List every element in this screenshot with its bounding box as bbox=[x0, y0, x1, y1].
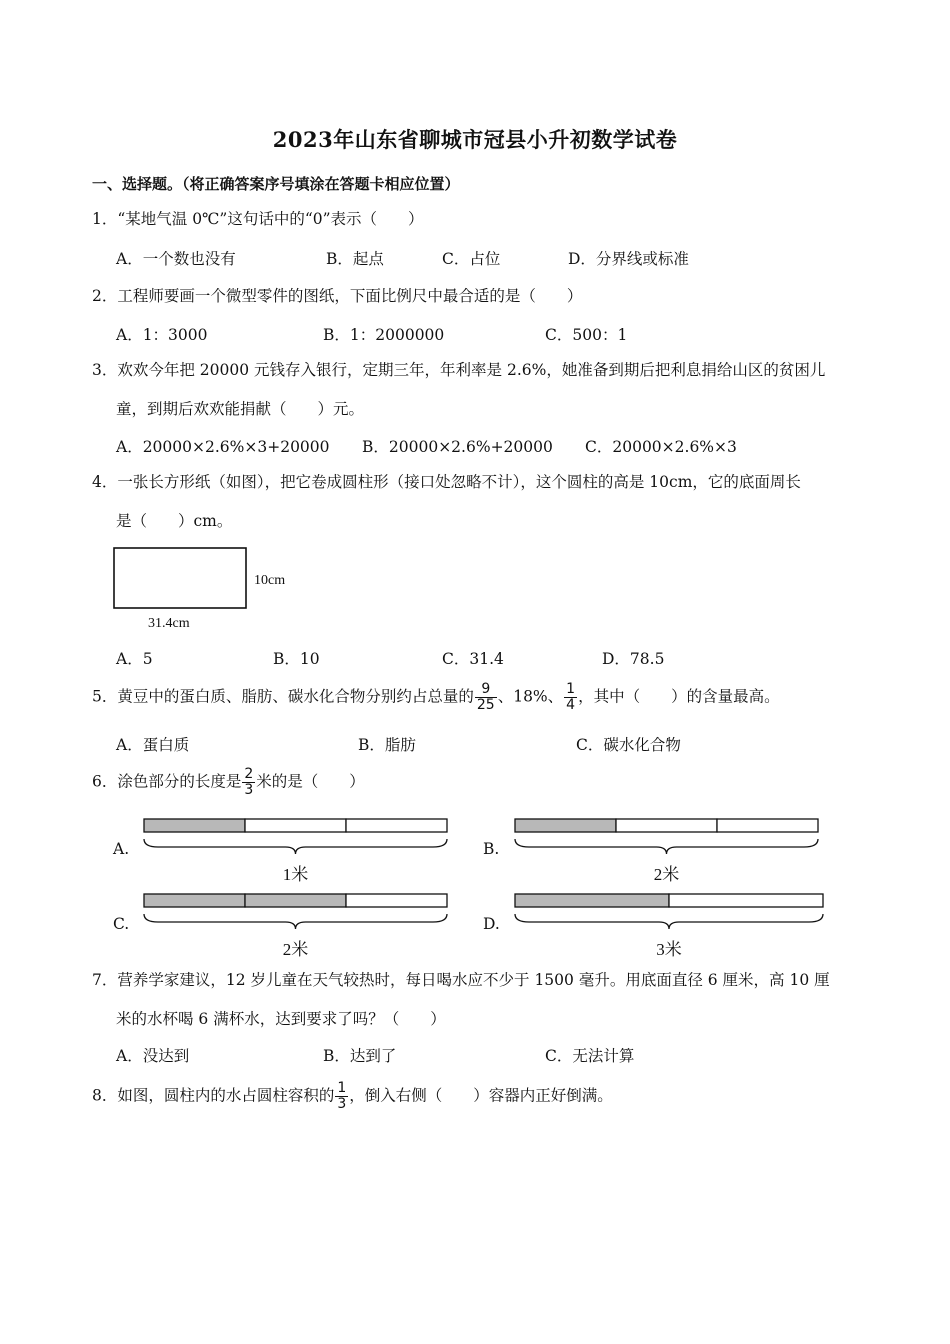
q6-option-c-bar[interactable] bbox=[140, 889, 455, 963]
q7-option-a[interactable]: A．没达到 bbox=[116, 1047, 190, 1065]
question-4: 4．一张长方形纸（如图），把它卷成圆柱形（接口处忽略不计），这个圆柱的高是 10cm，它的底面周长 bbox=[92, 473, 801, 491]
brace bbox=[515, 914, 823, 929]
q8-fraction bbox=[335, 1081, 348, 1112]
question-4-continued: 是（ ）cm。 bbox=[116, 512, 233, 530]
q5-option-a[interactable]: A．蛋白质 bbox=[116, 736, 190, 754]
q2-option-a[interactable]: A．1：3000 bbox=[116, 326, 208, 344]
brace-length-label: 2米 bbox=[653, 865, 680, 884]
q6-text-a: 6．涂色部分的长度是 bbox=[92, 772, 242, 791]
fraction-numerator: 1 bbox=[566, 681, 576, 697]
q5-fraction-2 bbox=[564, 682, 577, 713]
blank-segment bbox=[245, 819, 346, 832]
q6-option-b-bar[interactable] bbox=[511, 814, 826, 888]
q6-option-b-letter[interactable]: B. bbox=[483, 840, 500, 858]
shaded-segment bbox=[515, 894, 669, 907]
q1-option-b[interactable]: B．起点 bbox=[326, 250, 384, 268]
brace-length-label: 1米 bbox=[282, 865, 309, 884]
brace bbox=[144, 914, 447, 929]
q5-text-b: 、18%、 bbox=[497, 687, 564, 706]
q6-text-b: 米的是（ ） bbox=[256, 772, 365, 791]
q3-option-c[interactable]: C．20000×2.6%×3 bbox=[585, 438, 737, 456]
blank-segment bbox=[669, 894, 823, 907]
fraction-denominator: 4 bbox=[566, 697, 576, 713]
q1-option-a[interactable]: A．一个数也没有 bbox=[116, 250, 236, 268]
q8-text-b: ，倒入右侧（ ）容器内正好倒满。 bbox=[349, 1086, 613, 1105]
brace-length-label: 2米 bbox=[282, 940, 309, 959]
shaded-segment bbox=[144, 894, 245, 907]
q6-option-c-letter[interactable]: C. bbox=[113, 915, 130, 933]
blank-segment bbox=[346, 894, 447, 907]
blank-segment bbox=[616, 819, 717, 832]
q6-option-a-letter[interactable]: A. bbox=[113, 840, 130, 858]
q6-option-a-bar[interactable] bbox=[140, 814, 455, 888]
q5-option-c[interactable]: C．碳水化合物 bbox=[576, 736, 681, 754]
q5-option-b[interactable]: B．脂肪 bbox=[358, 736, 416, 754]
q7-option-b[interactable]: B．达到了 bbox=[323, 1047, 397, 1065]
q5-text-c: ，其中（ ）的含量最高。 bbox=[578, 687, 780, 706]
q6-option-d-bar[interactable] bbox=[511, 889, 831, 963]
rectangle-figure bbox=[112, 546, 302, 632]
brace bbox=[515, 839, 818, 854]
shaded-segment bbox=[515, 819, 616, 832]
q1-option-d[interactable]: D．分界线或标准 bbox=[568, 250, 689, 268]
question-2: 2．工程师要画一个微型零件的图纸，下面比例尺中最合适的是（ ） bbox=[92, 287, 583, 305]
question-7: 7．营养学家建议，12 岁儿童在天气较热时，每日喝水应不少于 1500 毫升。用底面直径 6 厘米，高 10 厘 bbox=[92, 971, 830, 989]
shaded-segment bbox=[144, 819, 245, 832]
rectangle-width-label: 31.4cm bbox=[148, 616, 190, 631]
q5-text-a: 5．黄豆中的蛋白质、脂肪、碳水化合物分别约占总量的 bbox=[92, 687, 474, 706]
q3-option-b[interactable]: B．20000×2.6%+20000 bbox=[362, 438, 553, 456]
q8-text-a: 8．如图，圆柱内的水占圆柱容积的 bbox=[92, 1086, 335, 1105]
question-3-continued: 童，到期后欢欢能捐献（ ）元。 bbox=[116, 400, 365, 418]
rectangle-height-label: 10cm bbox=[254, 573, 286, 588]
page-title: 2023年山东省聊城市冠县小升初数学试卷 bbox=[272, 127, 678, 152]
brace-length-label: 3米 bbox=[656, 940, 682, 959]
q2-option-c[interactable]: C．500：1 bbox=[545, 326, 628, 344]
question-1: 1．“某地气温 0℃”这句话中的“0”表示（ ） bbox=[92, 210, 424, 228]
question-5 bbox=[92, 682, 780, 713]
brace bbox=[144, 839, 447, 854]
fraction-numerator: 2 bbox=[244, 766, 254, 782]
fraction-numerator: 1 bbox=[337, 1080, 347, 1096]
question-3: 3．欢欢今年把 20000 元钱存入银行，定期三年，年利率是 2.6%，她准备到期后把利息捐给山区的贫困儿 bbox=[92, 361, 826, 379]
q4-option-b[interactable]: B．10 bbox=[273, 650, 320, 668]
question-7-continued: 米的水杯喝 6 满杯水，达到要求了吗？（ ） bbox=[116, 1010, 446, 1028]
q6-option-d-letter[interactable]: D. bbox=[483, 915, 500, 933]
blank-segment bbox=[717, 819, 818, 832]
q7-option-c[interactable]: C．无法计算 bbox=[545, 1047, 635, 1065]
q1-option-c[interactable]: C．占位 bbox=[442, 250, 501, 268]
q6-fraction bbox=[242, 767, 255, 798]
fraction-denominator: 25 bbox=[476, 697, 495, 713]
section-heading: 一、选择题。（将正确答案序号填涂在答题卡相应位置） bbox=[92, 175, 460, 193]
q2-option-b[interactable]: B．1：2000000 bbox=[323, 326, 445, 344]
question-6 bbox=[92, 767, 365, 798]
q4-option-c[interactable]: C．31.4 bbox=[442, 650, 504, 668]
q4-option-a[interactable]: A．5 bbox=[116, 650, 153, 668]
fraction-denominator: 3 bbox=[244, 782, 254, 798]
q5-fraction-1 bbox=[475, 682, 497, 713]
q4-option-d[interactable]: D．78.5 bbox=[602, 650, 665, 668]
fraction-numerator: 9 bbox=[475, 682, 497, 698]
fraction-denominator: 3 bbox=[337, 1096, 347, 1112]
shaded-segment bbox=[245, 894, 346, 907]
question-8 bbox=[92, 1081, 613, 1112]
blank-segment bbox=[346, 819, 447, 832]
q3-option-a[interactable]: A．20000×2.6%×3+20000 bbox=[116, 438, 330, 456]
